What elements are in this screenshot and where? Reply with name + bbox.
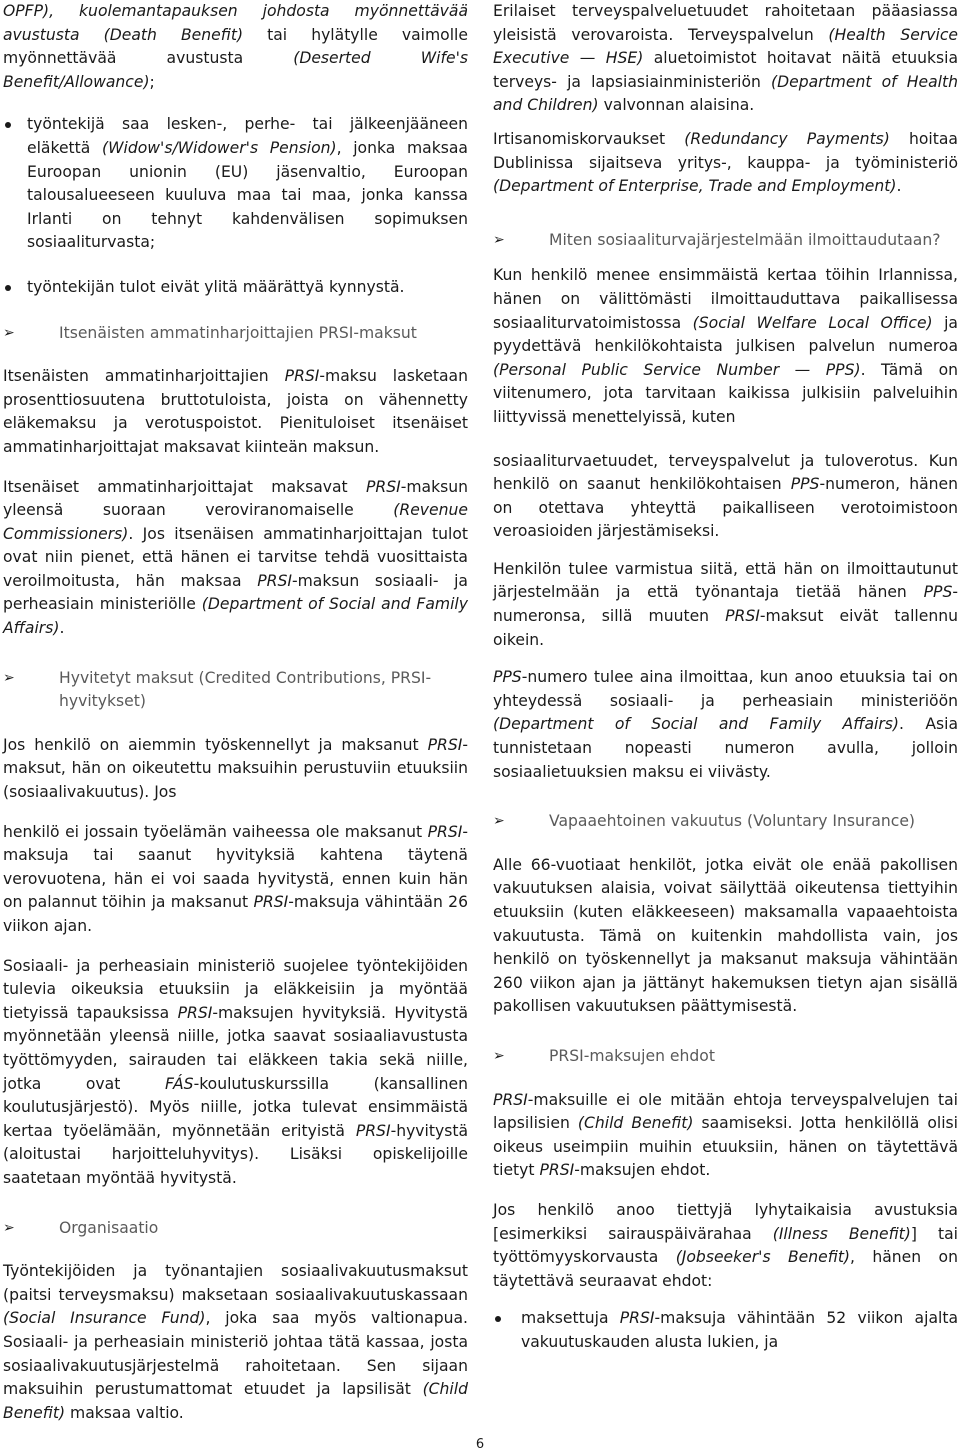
arrow-icon: ➢: [493, 813, 505, 830]
right-column: [493, 0, 958, 1355]
paragraph: sosiaaliturvaetuudet, terveyspalvelut ja tuloverotus. Kun henkilö on saanut henkilökohtaisen PPS-numeron, hänen on otettava yhteyttä paikalliseen verotoimistoon veroasioiden järjestämiseksi.: [493, 451, 959, 541]
paragraph: PRSI-maksuille ei ole mitään ehtoja terveyspalvelujen tai lapsilisien (Child Benefit) saamiseksi. Jotta henkilöllä olisi oikeus useimpiin muihin etuuksiin, hänen on täytettävä tietyt PRSI-maksujen ehdot.: [493, 1090, 958, 1180]
paragraph: Sosiaali- ja perheasiain ministeriö suojelee työntekijöiden tulevia oikeuksia etuuksiin ja eläkkeisiin ja myöntää tietyissä tapauksissa PRSI-maksujen hyvityksiä. Hyvitystä myönnetään yleensä niille, jotka saavat sosiaaliavustusta työttömyyden, sairauden tai eläkkeen takia sekä niille, jotka ovat FÁS-koulutuskurssilla (kansallinen koulutusjärjestö). Myös niille, jotka tulevat ensimmäistä kertaa työelämään, myönnetään erityistä PRSI-hyvitystä (aloitustai harjoitteluhyvitys). Lisäksi opiskelijoille saatetaan myöntää hyvitystä.: [3, 956, 468, 1187]
paragraph: Henkilön tulee varmistua siitä, että hän on ilmoittautunut järjestelmään ja että työnantaja tietää hänen PPS-numeronsa, sillä muuten PRSI-maksut eivät tallennu oikein.: [493, 559, 958, 649]
section-heading: ➢ Organisaatio: [3, 1217, 468, 1241]
section-heading: ➢ Vapaaehtoinen vakuutus (Voluntary Insurance): [493, 810, 958, 834]
arrow-icon: ➢: [493, 1047, 505, 1064]
section-heading: ➢ Hyvitetyt maksut (Credited Contributions, PRSI-hyvitykset): [3, 668, 432, 711]
list-item: työntekijän tulot eivät ylitä määrättyä kynnystä.: [3, 276, 468, 300]
paragraph: Jos henkilö anoo tiettyjä lyhytaikaisia avustuksia [esimerkiksi sairauspäivärahaa (Illness Benefit)] tai työttömyyskorvausta (Jobseeker's Benefit), hänen on täytettävä seuraavat ehdot:: [493, 1200, 958, 1290]
section-heading: ➢ Miten sosiaaliturvajärjestelmään ilmoittaudutaan?: [493, 229, 958, 253]
section-heading: ➢ Itsenäisten ammatinharjoittajien PRSI-maksut: [3, 322, 468, 346]
paragraph: henkilö ei jossain työelämän vaiheessa ole maksanut PRSI-maksuja tai saanut hyvityksiä kahtena täytenä verovuotena, hän ei voi saada hyvitystä, ennen kuin hän on palannut töihin ja maksanut PRSI-maksuja vähintään 26 viikon ajan.: [3, 822, 469, 935]
arrow-icon: ➢: [3, 669, 15, 686]
paragraph: Itsenäiset ammatinharjoittajat maksavat PRSI-maksun yleensä suoraan veroviranomaiselle (Revenue Commissioners). Jos itsenäisen ammatinharjoittajan tulot ovat niin pienet, että hänen ei tarvitse tehdä vuosittaista veroilmoitusta, hän maksaa PRSI-maksun sosiaali- ja perheasiain ministeriölle (Department of Social and Family Affairs).: [3, 477, 468, 638]
intro-paragraph: OPFP), kuolemantapauksen johdosta myönnettävää avustusta (Death Benefit) tai hylätylle vaimolle myönnettävää avustusta (Deserted Wife's Benefit/Allowance);: [3, 2, 468, 91]
arrow-icon: ➢: [493, 231, 505, 248]
paragraph: Jos henkilö on aiemmin työskennellyt ja maksanut PRSI-maksut, hän on oikeutettu maksuihin perustuviin etuuksiin (sosiaalivakuutus). Jos: [3, 735, 468, 802]
paragraph: Kun henkilö menee ensimmäistä kertaa töihin Irlannissa, hänen on välittömästi ilmoittauduttava paikallisessa sosiaaliturvatoimistossa (Social Welfare Local Office) ja pyydettävä henkilökohtaista julkisen palvelun numeroa (Personal Public Service Number — PPS). Tämä on viitenumero, jota tarvitaan kaikissa julkisiin palveluihin liittyvissä menettelyissä, kuten: [493, 266, 958, 426]
arrow-icon: ➢: [3, 324, 15, 341]
section-heading: ➢ PRSI-maksujen ehdot: [493, 1045, 958, 1069]
paragraph: Erilaiset terveyspalveluetuudet rahoitetaan pääasiassa yleisistä verovaroista. Terveyspalvelun (Health Service Executive — HSE) aluetoimistot hoitavat näitä etuuksia terveys- ja lapsiasiainministeriön (Department of Health and Children) valvonnan alaisina.: [493, 2, 958, 115]
paragraph: PPS-numero tulee aina ilmoittaa, kun anoo etuuksia tai on yhteydessä sosiaali- ja perheasiain ministeriöön (Department of Social and Family Affairs). Asia tunnistetaan nopeasti numeron avulla, jolloin sosiaalietuuksien maksu ei viivästy.: [493, 668, 958, 781]
arrow-icon: ➢: [3, 1219, 15, 1236]
paragraph: Työntekijöiden ja työnantajien sosiaalivakuutusmaksut (paitsi terveysmaksu) maksetaan sosiaalivakuutuskassaan (Social Insurance Fund), joka saa myös valtionapua. Sosiaali- ja perheasiain ministeriö johtaa tätä kassaa, josta sosiaalivakuutusjärjestelmä rahoitetaan. Sen sijaan maksuihin perustumattomat etuudet ja lapsilisät (Child Benefit) maksaa valtio.: [3, 1262, 469, 1422]
list-item: työntekijä saa lesken-, perhe- tai jälkeenjääneen eläkettä (Widow's/Widower's Pension), jonka maksaa Euroopan unionin (EU) jäsenvaltio, Euroopan talousalueeseen kuuluva maa tai maa, jonka kanssa Irlanti on tehnyt kahdenvälisen sopimuksen sosiaaliturvasta;: [3, 113, 468, 255]
page-number: 6: [475, 1437, 485, 1452]
list-item: maksettuja PRSI-maksuja vähintään 52 viikon ajalta vakuutuskauden alusta lukien, ja: [493, 1307, 958, 1354]
paragraph: Itsenäisten ammatinharjoittajien PRSI-maksu lasketaan prosenttiosuutena bruttotuloista, joista on vähennetty eläkemaksu ja verotuspoistot. Pienituloiset itsenäiset ammatinharjoittajat maksavat kiinteän maksun.: [3, 367, 468, 456]
paragraph: Alle 66-vuotiaat henkilöt, jotka eivät ole enää pakollisen vakuutuksen alaisia, voivat säilyttää oikeutensa tiettyihin etuuksiin (kuten eläkkeeseen) maksamalla vapaaehtoista vakuutusta. Tämä on kuitenkin mahdollista vain, jos henkilö on työskennellyt ja maksanut maksuja vähintään 260 viikon ajan ja jättänyt hakemuksen tietyn ajan sisällä pakollisen vakuutuksen päättymisestä.: [493, 855, 958, 1016]
left-column: [3, 0, 468, 1425]
paragraph: Irtisanomiskorvaukset (Redundancy Payments) hoitaa Dublinissa sijaitseva yritys-, kauppa- ja työministeriö (Department of Enterprise, Trade and Employment).: [493, 129, 958, 196]
